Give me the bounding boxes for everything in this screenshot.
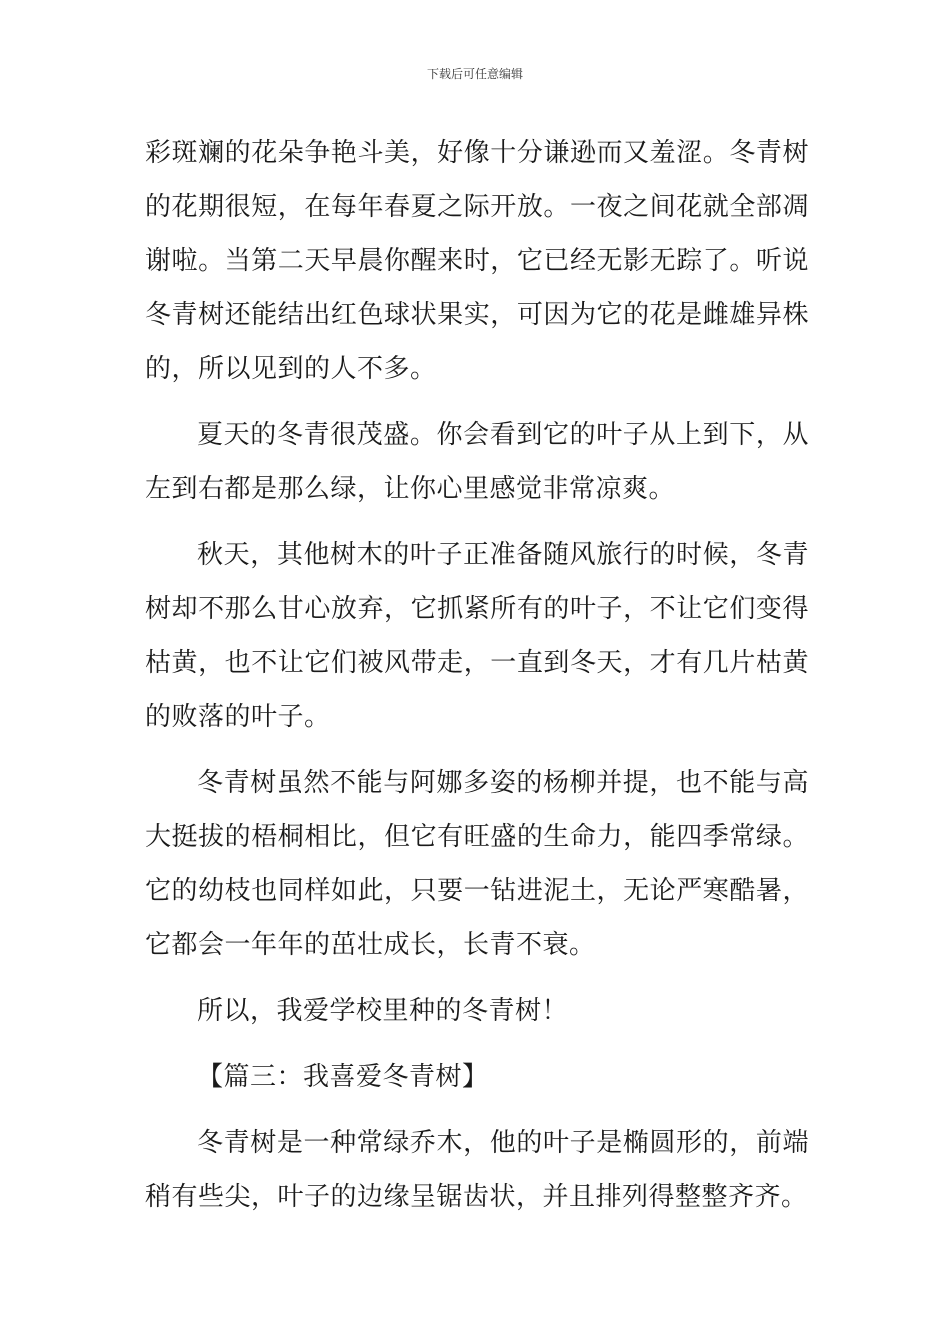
paragraph-conclusion: 所以，我爱学校里种的冬青树！ (197, 996, 569, 1026)
document-body (145, 126, 809, 1224)
header-note: 下载后可任意编辑 (426, 67, 523, 81)
paragraph-autumn: 秋天，其他树木的叶子正准备随风旅行的时候，冬青树却不那么甘心放弃，它抓紧所有的叶子，不让它们变得枯黄，也不让它们被风带走，一直到冬天，才有几片枯黄的败落的叶子。 (145, 540, 809, 732)
paragraph-continuation: 彩斑斓的花朵争艳斗美，好像十分谦逊而又羞涩。冬青树的花期很短，在每年春夏之际开放。一夜之间花就全部凋谢啦。当第二天早晨你醒来时，它已经无影无踪了。听说冬青树还能结出红色球状果实，可因为它的花是雌雄异株的，所以见到的人不多。 (145, 138, 809, 384)
paragraph-summer: 夏天的冬青很茂盛。你会看到它的叶子从上到下，从左到右都是那么绿，让你心里感觉非常凉爽。 (145, 420, 809, 504)
section-heading: 【篇三：我喜爱冬青树】 (197, 1062, 489, 1092)
paragraph-vitality: 冬青树虽然不能与阿娜多姿的杨柳并提，也不能与高大挺拔的梧桐相比，但它有旺盛的生命力，能四季常绿。它的幼枝也同样如此，只要一钻进泥土，无论严寒酷暑，它都会一年年的茁壮成长，长青不衰。 (145, 768, 809, 960)
paragraph-section-three: 冬青树是一种常绿乔木，他的叶子是椭圆形的，前端稍有些尖，叶子的边缘呈锯齿状，并且排列得整整齐齐。 (145, 1128, 809, 1212)
